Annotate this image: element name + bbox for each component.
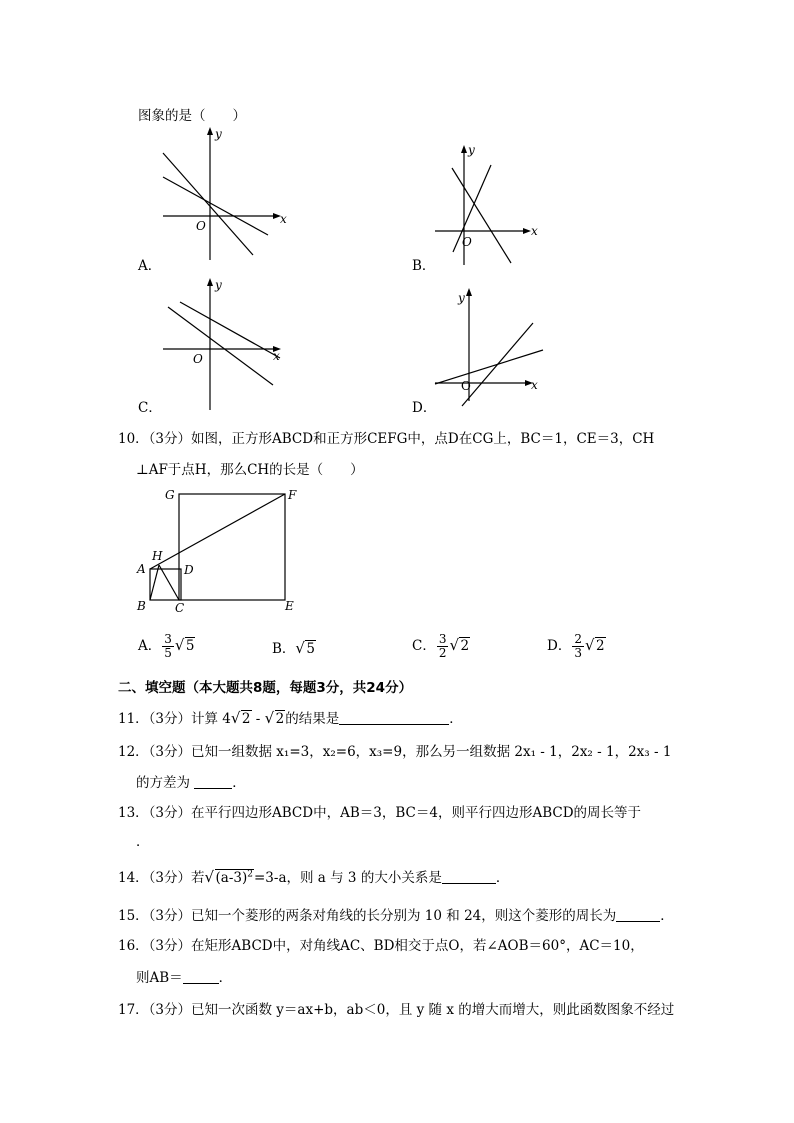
graph-d-x-label: x [531, 378, 538, 392]
q10-stem-line2: ⊥AF于点H，那么CH的长是（ ） [136, 462, 364, 478]
graph-b-option-label: B． [412, 258, 436, 274]
q12-line2: 的方差为 ． [136, 775, 246, 791]
q10-option-c[interactable]: C． $\frac{3}{2}$ √ 2 [412, 633, 470, 660]
graph-c-origin: O [193, 352, 203, 366]
graph-a-option-label: A． [138, 258, 162, 274]
q12-answer-blank[interactable] [194, 774, 232, 789]
graph-a-origin: O [196, 219, 206, 233]
q10-option-d[interactable]: D． $\frac{2}{3}$ √ 2 [547, 633, 606, 660]
q11-answer-blank[interactable] [339, 710, 449, 725]
q12-line1: 12．（3分）已知一组数据 x₁=3，x₂=6，x₃=9，那么另一组数据 2x₁ - 1，2x₂ - 1，2x₃ - 1 [118, 744, 672, 760]
graph-c-y-label: y [215, 278, 222, 292]
graph-c-option-label: C． [138, 400, 162, 416]
graph-c [125, 275, 305, 410]
q10-stem-line1: 10．（3分）如图，正方形ABCD和正方形CEFG中，点D在CG上，BC＝1，CE＝3，CH [118, 431, 655, 447]
q14-answer-blank[interactable] [442, 869, 496, 884]
q16-answer-blank[interactable] [183, 969, 219, 984]
section-heading: 二、填空题（本大题共8题，每题3分，共24分） [118, 680, 413, 696]
q9-stem-tail: 图象的是（ ） [138, 108, 246, 124]
q10-figure [130, 483, 310, 618]
q17: 17．（3分）已知一次函数 y＝ax+b，ab＜0，且 y 随 x 的增大而增大，则此函数图象不经过 [118, 1002, 675, 1018]
graph-b-y-label: y [468, 143, 475, 157]
q14: 14．（3分）若√ $(a-3)^2=3-a$，则 a 与 3 的大小关系是 ． [118, 866, 509, 886]
graph-a-y-label: y [215, 127, 222, 141]
fig-label-d: D [184, 563, 194, 577]
graph-b-origin: O [462, 235, 472, 249]
q13-line2: ． [136, 834, 150, 850]
graph-d [425, 283, 555, 408]
q11: 11．（3分）计算 4√ 2 - √ 2的结果是 ． [118, 707, 463, 727]
graph-a [125, 125, 305, 275]
q13-line1: 13．（3分）在平行四边形ABCD中，AB＝3，BC＝4，则平行四边形ABCD的周长等于 [118, 805, 642, 821]
q10-option-b[interactable]: B．√ 5 [272, 637, 316, 657]
q16-line1: 16．（3分）在矩形ABCD中，对角线AC、BD相交于点O，若∠AOB＝60°，AC＝10， [118, 938, 644, 954]
graph-d-y-label: y [458, 291, 465, 305]
fig-label-f: F [288, 488, 297, 502]
graph-a-x-label: x [280, 212, 287, 226]
fig-label-e: E [285, 599, 294, 613]
fig-label-h: H [152, 549, 163, 563]
q15-answer-blank[interactable] [616, 907, 660, 922]
graph-b-x-label: x [531, 224, 538, 238]
graph-d-option-label: D． [412, 400, 437, 416]
fig-label-a: A [137, 562, 146, 576]
q16-line2: 则AB＝ ． [136, 970, 233, 986]
graph-b [425, 140, 555, 270]
q10-option-a[interactable]: A． $\frac{3}{5}$ √ 5 [138, 633, 195, 660]
graph-d-origin: O [461, 379, 471, 393]
fig-label-g: G [165, 488, 175, 502]
fig-label-b: B [137, 599, 146, 613]
q15: 15．（3分）已知一个菱形的两条对角线的长分别为 10 和 24，则这个菱形的周长为 ． [118, 908, 674, 924]
graph-c-x-label: x [273, 349, 280, 363]
fig-label-c: C [175, 601, 185, 615]
